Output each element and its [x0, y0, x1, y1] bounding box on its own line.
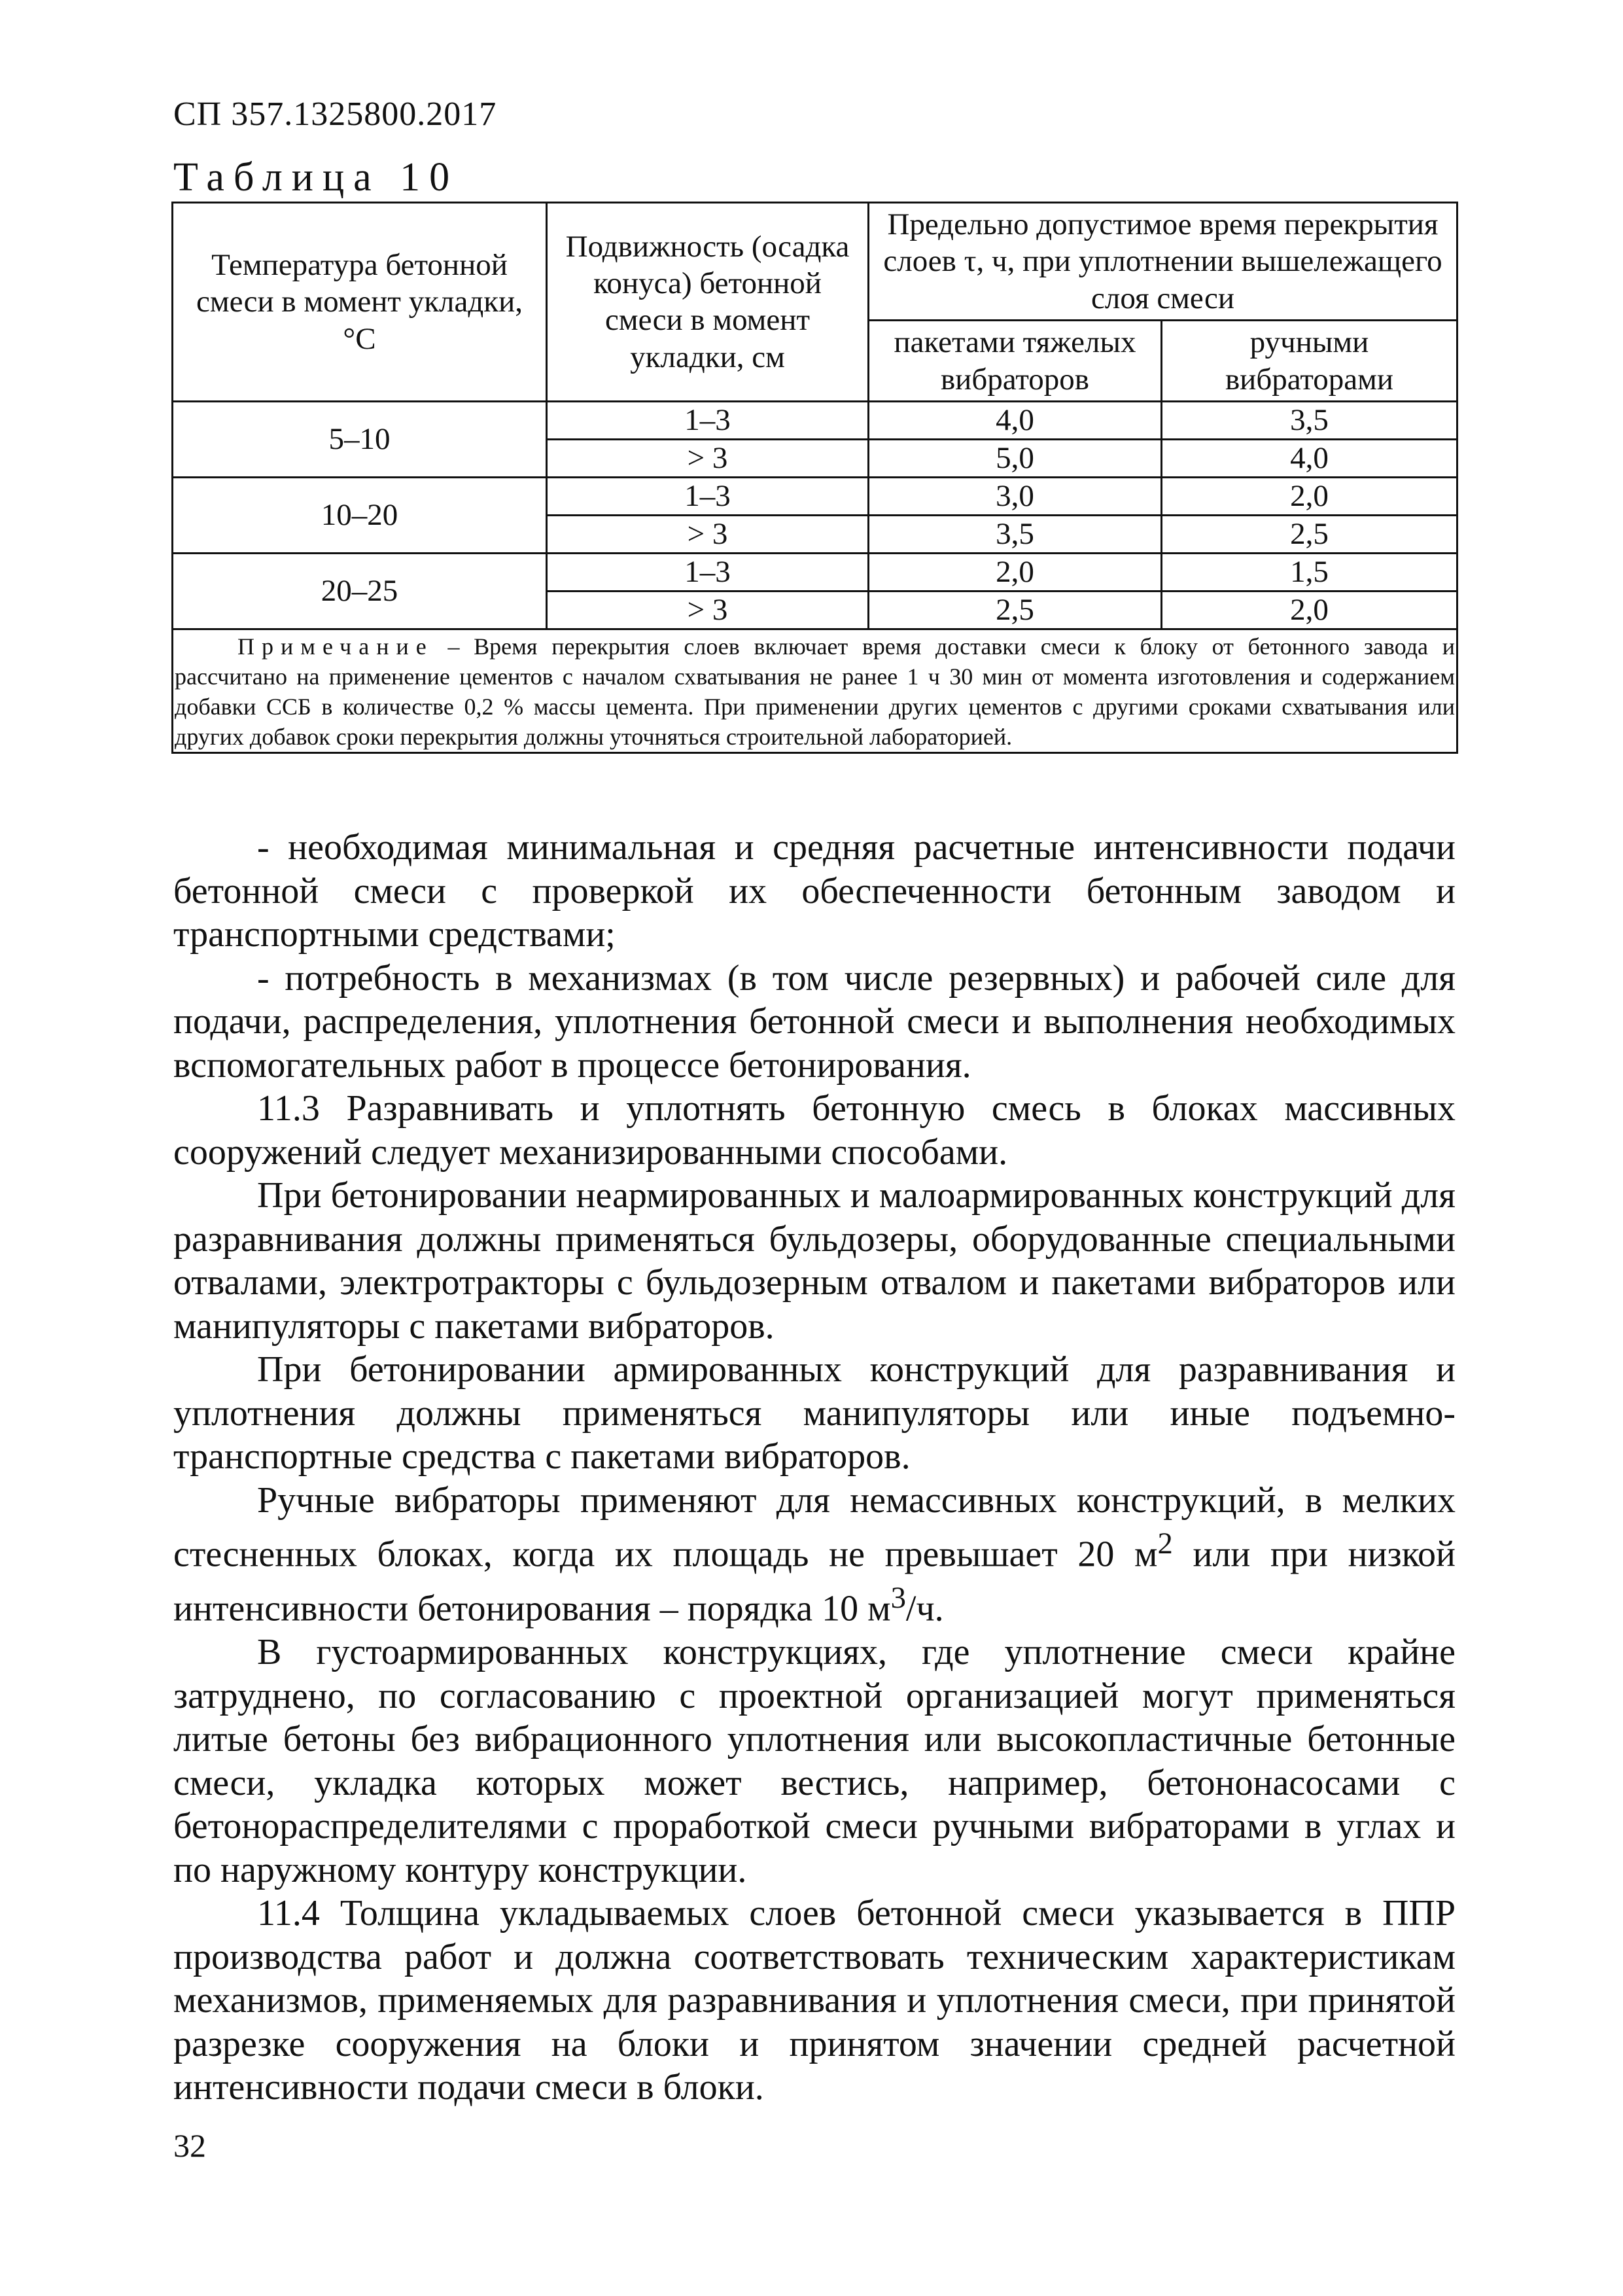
cell-temperature: 20–25	[173, 553, 547, 629]
cell-mobility: > 3	[547, 591, 869, 629]
table-title: Таблица 10	[173, 155, 459, 200]
cell-mobility: 1–3	[547, 477, 869, 515]
note-label: Примечание	[237, 633, 434, 660]
cell-temperature: 5–10	[173, 401, 547, 477]
cell-heavy: 2,5	[869, 591, 1162, 629]
table-row	[173, 477, 1457, 515]
paragraph: 11.3 Разравнивать и уплотнять бетонную смесь в блоках массивных сооружений следует механизированными способами.	[173, 1088, 1456, 1173]
body-text	[173, 826, 1456, 2110]
header-manual-vibrators: ручными вибраторами	[1162, 321, 1457, 402]
header-mobility: Подвижность (осадка конуса) бетонной смеси в момент укладки, см	[547, 203, 869, 402]
cell-mobility: 1–3	[547, 401, 869, 439]
cell-mobility: 1–3	[547, 553, 869, 591]
cell-manual: 4,0	[1162, 439, 1457, 477]
table-note	[173, 629, 1457, 752]
cell-mobility: > 3	[547, 439, 869, 477]
paragraph-part: или при низкой интенсивности бетонирования – порядка 10 м	[173, 1534, 1456, 1629]
cell-manual: 1,5	[1162, 553, 1457, 591]
header-max-time: Предельно допустимое время перекрытия слоев τ, ч, при уплотнении вышележащего слоя смеси	[869, 203, 1457, 321]
note-text: – Время перекрытия слоев включает время доставки смеси к блоку от бетонного завода и рассчитано на применение цементов с началом схватывания не ранее 1 ч 30 мин от момента изготовления и содержанием добавки ССБ в количестве 0,2 % массы цемента. При применении других цементов с другими сроками схватывания или других добавок сроки перекрытия должны уточняться строительной лабораторией.	[175, 633, 1456, 750]
paragraph: 11.4 Толщина укладываемых слоев бетонной смеси указывается в ППР производства работ и должна соответствовать техническим характеристикам механизмов, применяемых для разравнивания и уплотнения смеси, при принятой разрезке сооружения на блоки и принятом значении средней расчетной интенсивности подачи смеси в блоки.	[173, 1893, 1456, 2108]
header-temperature: Температура бетонной смеси в момент укладки, °С	[173, 203, 547, 402]
cell-heavy: 5,0	[869, 439, 1162, 477]
paragraph	[173, 1479, 1456, 1631]
table-10	[171, 202, 1458, 754]
page-number: 32	[173, 2127, 206, 2164]
header-heavy-vibrators: пакетами тяжелых вибраторов	[869, 321, 1162, 402]
paragraph-part: Ручные вибраторы применяют для немассивных конструкций, в мелких стесненных блоках, когда их площадь не превышает 20 м	[173, 1479, 1456, 1575]
paragraph: В густоармированных конструкциях, где уплотнение смеси крайне затруднено, по согласованию с проектной организацией могут применяться литые бетоны без вибрационного уплотнения или высокопластичные бетонные смеси, укладка которых может вестись, например, бетононасосами с бетонораспределителями с проработкой смеси ручными вибраторами в углах и по наружному контуру конструкции.	[173, 1632, 1456, 1890]
cell-heavy: 3,0	[869, 477, 1162, 515]
cell-manual: 2,0	[1162, 477, 1457, 515]
table-row	[173, 401, 1457, 439]
superscript: 3	[890, 1581, 906, 1616]
paragraph: При бетонировании армированных конструкций для разравнивания и уплотнения должны применяться манипуляторы или иные подъемно-транспортные средства с пакетами вибраторов.	[173, 1349, 1456, 1477]
cell-mobility: > 3	[547, 515, 869, 553]
cell-heavy: 2,0	[869, 553, 1162, 591]
cell-manual: 2,0	[1162, 591, 1457, 629]
cell-manual: 2,5	[1162, 515, 1457, 553]
paragraph: - потребность в механизмах (в том числе резервных) и рабочей силе для подачи, распределения, уплотнения бетонной смеси и выполнения необходимых вспомогательных работ в процессе бетонирования.	[173, 957, 1456, 1086]
cell-heavy: 3,5	[869, 515, 1162, 553]
paragraph: При бетонировании неармированных и малоармированных конструкций для разравнивания должны применяться бульдозеры, оборудованные специальными отвалами, электротракторы с бульдозерным отвалом и пакетами вибраторов или манипуляторы с пакетами вибраторов.	[173, 1175, 1456, 1347]
paragraph: - необходимая минимальная и средняя расчетные интенсивности подачи бетонной смеси с проверкой их обеспеченности бетонным заводом и транспортными средствами;	[173, 827, 1456, 955]
paragraph-part: /ч.	[905, 1588, 944, 1629]
table-row	[173, 553, 1457, 591]
cell-temperature: 10–20	[173, 477, 547, 553]
document-code: СП 357.1325800.2017	[173, 96, 497, 133]
cell-heavy: 4,0	[869, 401, 1162, 439]
superscript: 2	[1157, 1527, 1173, 1561]
cell-manual: 3,5	[1162, 401, 1457, 439]
